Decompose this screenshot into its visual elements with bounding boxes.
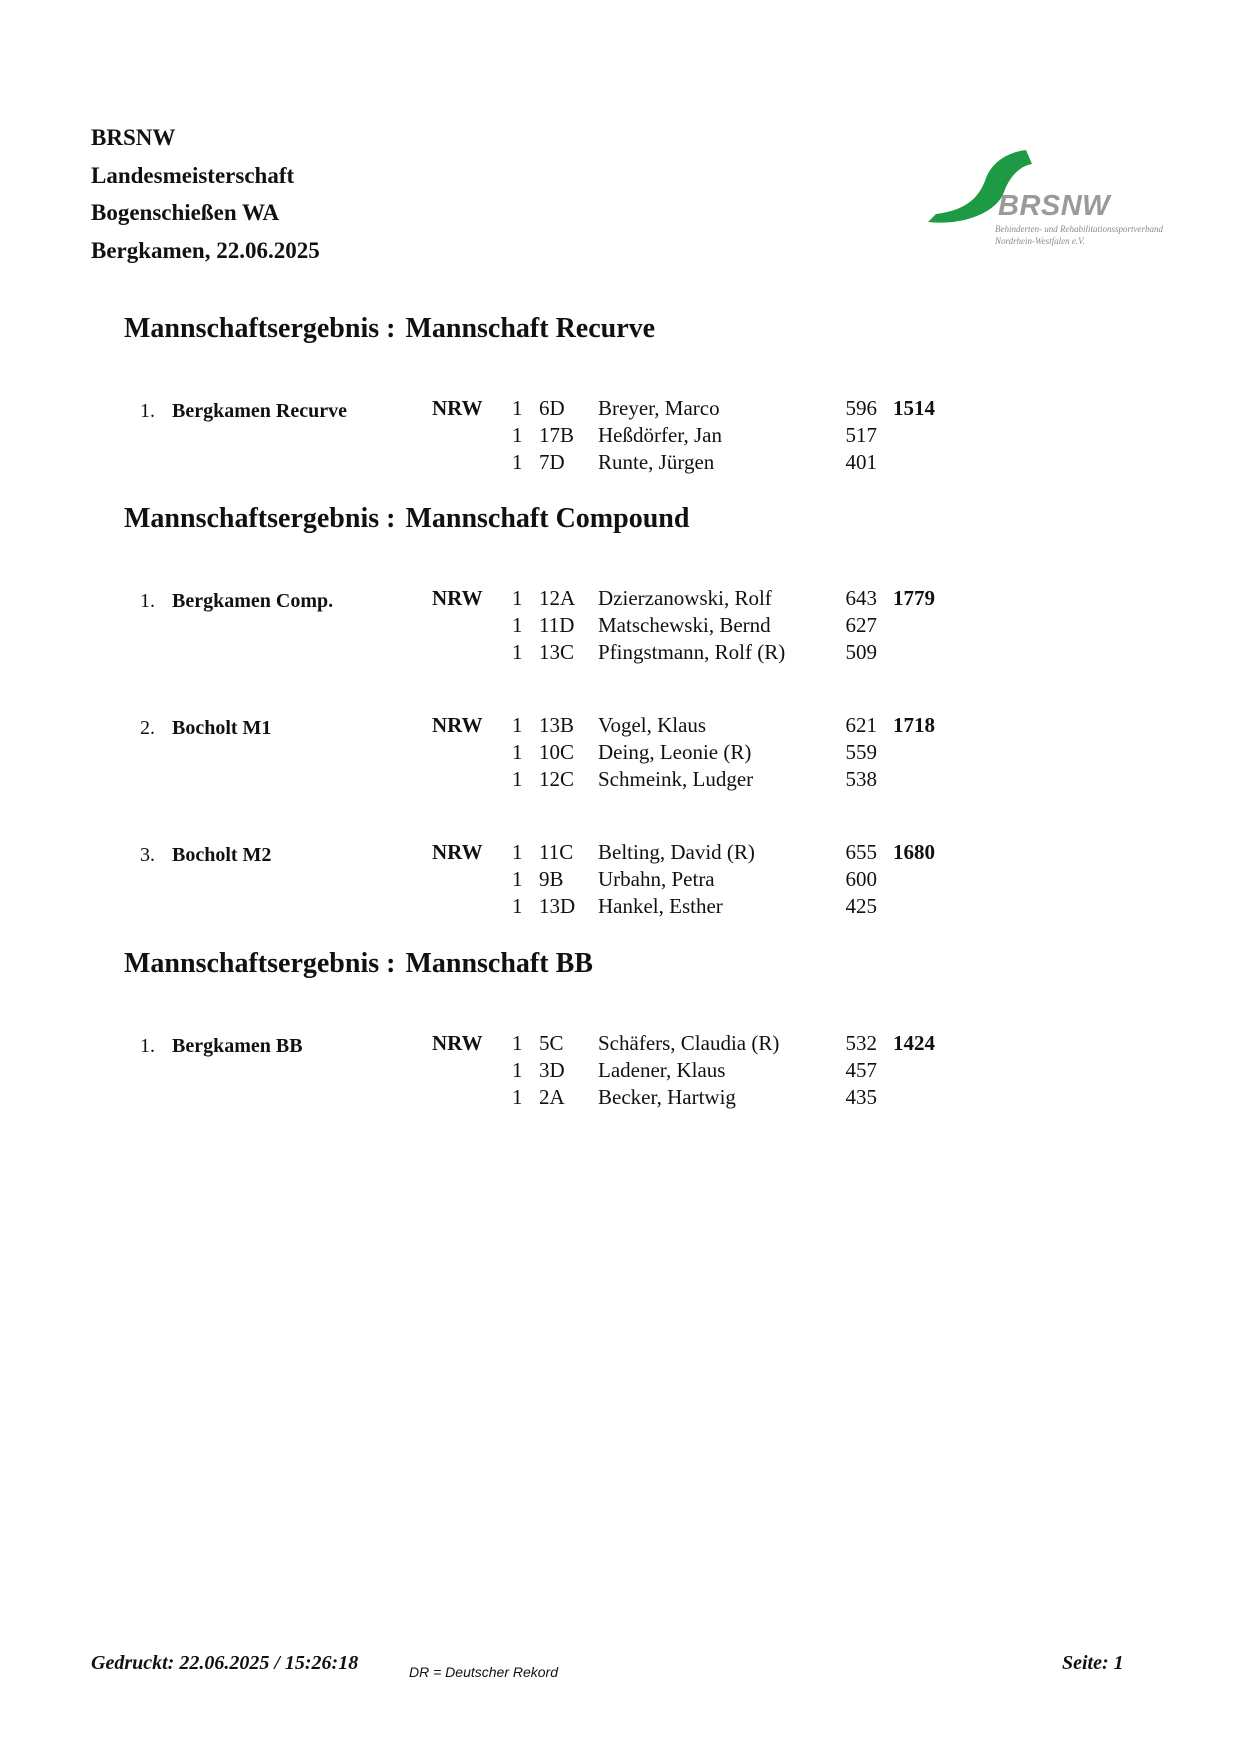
section-label: Mannschaftsergebnis : (124, 948, 396, 979)
team-rank: 1. (140, 400, 155, 422)
section-title-compound (124, 505, 689, 533)
member-row (0, 1087, 1240, 1114)
member-name: Deing, Leonie (R) (598, 740, 752, 764)
team-total: 1514 (893, 396, 935, 420)
footer-legend: DR = Deutscher Rekord (409, 1664, 559, 1680)
member-target: 11C (539, 840, 574, 864)
member-round: 1 (512, 586, 523, 610)
team-name: Bocholt M1 (172, 717, 272, 739)
member-score: 600 (845, 867, 877, 891)
header-location-date: Bergkamen, 22.06.2025 (91, 238, 320, 263)
member-row (0, 715, 1240, 742)
member-name: Dzierzanowski, Rolf (598, 586, 772, 610)
member-score: 655 (845, 840, 877, 864)
team-region: NRW (432, 840, 483, 864)
team-total: 1779 (893, 586, 935, 610)
member-row (0, 842, 1240, 869)
member-round: 1 (512, 767, 523, 791)
member-row (0, 642, 1240, 669)
team-region: NRW (432, 396, 483, 420)
section-label: Mannschaftsergebnis : (124, 313, 396, 344)
member-score: 457 (845, 1058, 877, 1082)
member-score: 643 (845, 586, 877, 610)
member-name: Urbahn, Petra (598, 867, 715, 891)
team-rank: 3. (140, 844, 155, 866)
section-title-bb (124, 950, 593, 978)
header-org: BRSNW (91, 125, 176, 150)
team-region: NRW (432, 1031, 483, 1055)
member-round: 1 (512, 1085, 523, 1109)
member-row (0, 769, 1240, 796)
logo-subtitle-2: Nordrhein-Westfalen e.V. (995, 236, 1085, 246)
team-region: NRW (432, 713, 483, 737)
footer-printed-timestamp: Gedruckt: 22.06.2025 / 15:26:18 (91, 1652, 359, 1674)
member-round: 1 (512, 894, 523, 918)
team-name: Bocholt M2 (172, 844, 272, 866)
member-round: 1 (512, 396, 523, 420)
member-target: 12C (539, 767, 575, 791)
member-name: Pfingstmann, Rolf (R) (598, 640, 786, 664)
section-name: Mannschaft Compound (405, 503, 690, 534)
brsnw-logo (928, 148, 1178, 258)
member-target: 9B (539, 867, 564, 891)
member-target: 13C (539, 640, 575, 664)
member-name: Schmeink, Ludger (598, 767, 754, 791)
team-rank: 2. (140, 717, 155, 739)
team-region: NRW (432, 586, 483, 610)
member-name: Heßdörfer, Jan (598, 423, 722, 447)
team-name: Bergkamen Recurve (172, 400, 347, 422)
member-round: 1 (512, 1058, 523, 1082)
member-score: 596 (845, 396, 877, 420)
member-row (0, 1033, 1240, 1060)
member-target: 10C (539, 740, 575, 764)
team-name: Bergkamen BB (172, 1035, 303, 1057)
member-score: 425 (845, 894, 877, 918)
member-target: 17B (539, 423, 575, 447)
member-round: 1 (512, 1031, 523, 1055)
member-score: 435 (845, 1085, 877, 1109)
section-label: Mannschaftsergebnis : (124, 503, 396, 534)
member-row (0, 452, 1240, 479)
member-name: Becker, Hartwig (598, 1085, 736, 1109)
member-round: 1 (512, 423, 523, 447)
member-row (0, 896, 1240, 923)
member-row (0, 588, 1240, 615)
member-score: 517 (845, 423, 877, 447)
member-round: 1 (512, 867, 523, 891)
section-name: Mannschaft Recurve (405, 313, 656, 344)
section-title-recurve (124, 315, 655, 343)
member-target: 2A (539, 1085, 565, 1109)
member-target: 12A (539, 586, 576, 610)
member-name: Vogel, Klaus (598, 713, 707, 737)
member-row (0, 398, 1240, 425)
member-target: 13B (539, 713, 575, 737)
member-score: 532 (845, 1031, 877, 1055)
member-name: Breyer, Marco (598, 396, 720, 420)
header-event: Landesmeisterschaft (91, 163, 295, 188)
team-total: 1718 (893, 713, 935, 737)
member-target: 3D (539, 1058, 565, 1082)
member-row (0, 742, 1240, 769)
header-discipline: Bogenschießen WA (91, 200, 280, 225)
logo-wordmark: BRSNW (998, 190, 1111, 222)
member-round: 1 (512, 450, 523, 474)
member-name: Ladener, Klaus (598, 1058, 726, 1082)
team-rank: 1. (140, 590, 155, 612)
member-score: 559 (845, 740, 877, 764)
footer-page-number: Seite: 1 (1062, 1652, 1124, 1674)
member-round: 1 (512, 840, 523, 864)
member-target: 7D (539, 450, 565, 474)
team-total: 1680 (893, 840, 935, 864)
member-score: 509 (845, 640, 877, 664)
member-round: 1 (512, 613, 523, 637)
member-score: 621 (845, 713, 877, 737)
member-row (0, 615, 1240, 642)
member-name: Belting, David (R) (598, 840, 755, 864)
member-name: Hankel, Esther (598, 894, 723, 918)
member-target: 5C (539, 1031, 564, 1055)
member-target: 13D (539, 894, 576, 918)
member-score: 538 (845, 767, 877, 791)
member-row (0, 425, 1240, 452)
team-name: Bergkamen Comp. (172, 590, 334, 612)
member-round: 1 (512, 640, 523, 664)
member-target: 6D (539, 396, 565, 420)
team-rank: 1. (140, 1035, 155, 1057)
section-name: Mannschaft BB (405, 948, 593, 979)
member-name: Runte, Jürgen (598, 450, 715, 474)
member-score: 401 (845, 450, 877, 474)
team-total: 1424 (893, 1031, 935, 1055)
member-target: 11D (539, 613, 575, 637)
member-name: Matschewski, Bernd (598, 613, 771, 637)
member-round: 1 (512, 713, 523, 737)
member-score: 627 (845, 613, 877, 637)
member-row (0, 869, 1240, 896)
logo-subtitle-1: Behinderten- und Rehabilitationssportverband (995, 224, 1163, 234)
member-row (0, 1060, 1240, 1087)
member-round: 1 (512, 740, 523, 764)
member-name: Schäfers, Claudia (R) (598, 1031, 780, 1055)
